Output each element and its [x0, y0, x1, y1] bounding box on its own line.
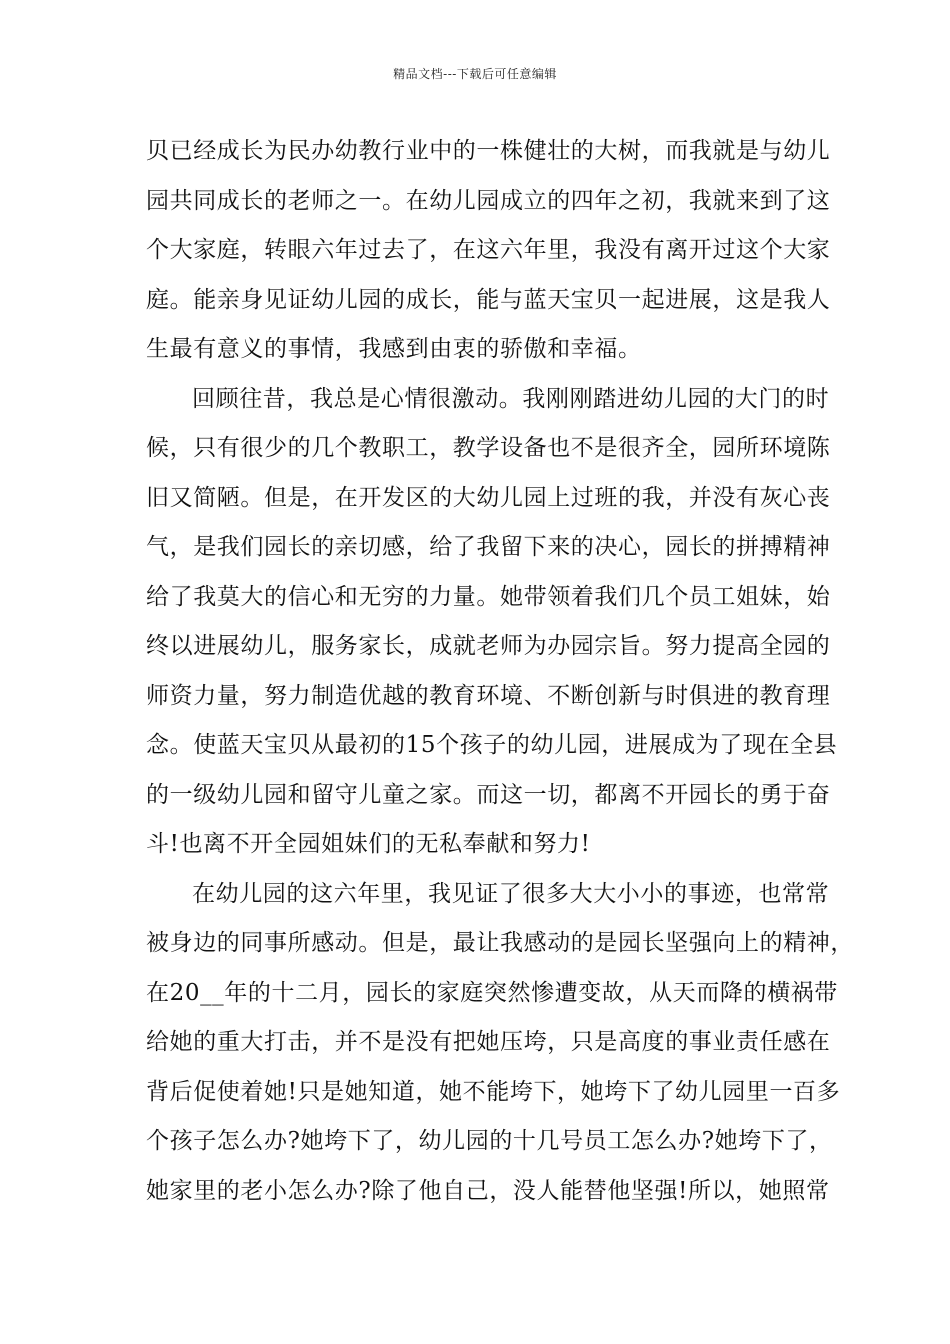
- text-line: 念。使蓝天宝贝从最初的15个孩子的幼儿园，进展成为了现在全县: [146, 732, 838, 758]
- text-line: 背后促使着她!只是她知道，她不能垮下，她垮下了幼儿园里一百多: [146, 1078, 841, 1105]
- text-line: 终以进展幼儿，服务家长，成就老师为办园宗旨。努力提高全园的: [146, 633, 831, 659]
- text-line: 旧又简陋。但是，在开发区的大幼儿园上过班的我，并没有灰心丧: [146, 484, 831, 511]
- text-line: 园共同成长的老师之一。在幼儿园成立的四年之初，我就来到了这: [146, 187, 831, 214]
- text-line: 生最有意义的事情，我感到由衷的骄傲和幸福。: [146, 336, 642, 362]
- text-line: 庭。能亲身见证幼儿园的成长，能与蓝天宝贝一起进展，这是我人: [146, 286, 831, 313]
- text-line: 个孩子怎么办?她垮下了，幼儿园的十几号员工怎么办?她垮下了，: [146, 1128, 833, 1154]
- text-line: 给了我莫大的信心和无穷的力量。她带领着我们几个员工姐妹，始: [146, 583, 831, 610]
- text-line: 师资力量，努力制造优越的教育环境、不断创新与时俱进的教育理: [146, 682, 831, 709]
- text-line: 斗!也离不开全园姐妹们的无私奉献和努力!: [146, 831, 591, 857]
- text-line: 她家里的老小怎么办?除了他自己，没人能替他坚强!所以，她照常: [146, 1177, 830, 1204]
- body-text: [146, 127, 854, 1216]
- text-line: 给她的重大打击，并不是没有把她压垮，只是高度的事业责任感在: [146, 1029, 831, 1055]
- page-header: 精品文档---下载后可任意编辑: [393, 67, 557, 81]
- text-line: 在20__年的十二月，园长的家庭突然惨遭变故，从天而降的横祸带: [146, 979, 838, 1006]
- paragraph-start-line: 在幼儿园的这六年里，我见证了很多大大小小的事迹，也常常: [192, 880, 830, 907]
- paragraph-start-line: 回顾往昔，我总是心情很激动。我刚刚踏进幼儿园的大门的时: [192, 385, 830, 412]
- text-line: 个大家庭，转眼六年过去了，在这六年里，我没有离开过这个大家: [146, 237, 831, 263]
- text-line: 候，只有很少的几个教职工，教学设备也不是很齐全，园所环境陈: [146, 435, 831, 461]
- text-line: 贝已经成长为民办幼教行业中的一株健壮的大树，而我就是与幼儿: [146, 138, 831, 164]
- text-line: 的一级幼儿园和留守儿童之家。而这一切，都离不开园长的勇于奋: [146, 781, 831, 808]
- text-line: 被身边的同事所感动。但是，最让我感动的是园长坚强向上的精神，: [146, 930, 854, 956]
- text-line: 气，是我们园长的亲切感，给了我留下来的决心，园长的拼搏精神: [146, 534, 831, 560]
